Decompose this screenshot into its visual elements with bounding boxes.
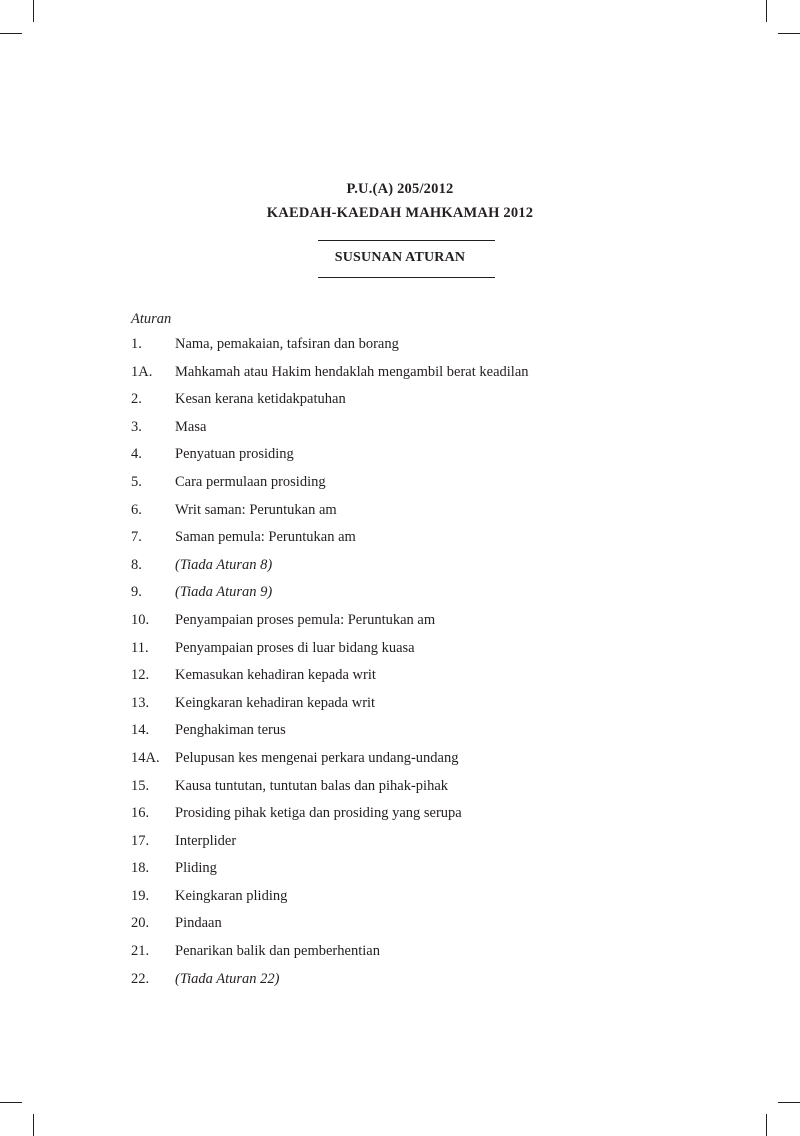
toc-title: Penyatuan prosiding xyxy=(175,446,294,463)
toc-row xyxy=(131,886,691,914)
toc-number: 14. xyxy=(131,722,150,739)
toc-row xyxy=(131,362,691,390)
toc-title: Prosiding pihak ketiga dan prosiding yang serupa xyxy=(175,805,462,822)
toc-row xyxy=(131,638,691,666)
toc-number: 10. xyxy=(131,611,150,628)
toc-title: Penyampaian proses di luar bidang kuasa xyxy=(175,639,415,656)
table-of-contents xyxy=(131,334,691,996)
toc-row xyxy=(131,582,691,610)
toc-row xyxy=(131,693,691,721)
crop-mark-bottom-right-horizontal xyxy=(778,1102,800,1103)
toc-row xyxy=(131,941,691,969)
toc-title: Writ saman: Peruntukan am xyxy=(175,501,337,518)
toc-row xyxy=(131,665,691,693)
toc-number: 1. xyxy=(131,336,142,352)
toc-title: Kesan kerana ketidakpatuhan xyxy=(175,391,346,408)
toc-number: 8. xyxy=(131,556,142,573)
toc-number: 22. xyxy=(131,970,150,987)
toc-number: 20. xyxy=(131,915,150,932)
toc-number: 14A. xyxy=(131,749,160,766)
toc-number: 18. xyxy=(131,860,150,877)
toc-title: Masa xyxy=(175,418,207,435)
toc-number: 21. xyxy=(131,943,150,960)
toc-title: Keingkaran kehadiran kepada writ xyxy=(175,694,376,711)
toc-number: 13. xyxy=(131,694,150,711)
toc-title: Penarikan balik dan pemberhentian xyxy=(175,943,380,960)
toc-row xyxy=(131,803,691,831)
toc-row xyxy=(131,720,691,748)
toc-number: 5. xyxy=(131,473,142,490)
toc-title: (Tiada Aturan 22) xyxy=(175,970,280,987)
toc-title: Pelupusan kes mengenai perkara undang-undang xyxy=(175,749,459,766)
toc-title: Kemasukan kehadiran kepada writ xyxy=(175,667,376,684)
toc-row xyxy=(131,858,691,886)
toc-number: 1A. xyxy=(131,363,153,380)
document-code: P.U.(A) 205/2012 xyxy=(346,181,454,197)
toc-row xyxy=(131,555,691,583)
toc-row xyxy=(131,417,691,445)
toc-row xyxy=(131,831,691,859)
crop-mark-top-right-horizontal xyxy=(778,33,800,34)
crop-mark-top-right-vertical xyxy=(766,0,767,22)
toc-number: 9. xyxy=(131,584,142,601)
toc-title: Cara permulaan prosiding xyxy=(175,473,326,490)
toc-row xyxy=(131,748,691,776)
crop-mark-bottom-left-vertical xyxy=(33,1114,34,1136)
crop-mark-bottom-right-vertical xyxy=(766,1114,767,1136)
toc-title: Saman pemula: Peruntukan am xyxy=(175,529,356,546)
toc-number: 7. xyxy=(131,529,142,546)
toc-number: 6. xyxy=(131,501,142,518)
toc-row xyxy=(131,969,691,997)
toc-number: 3. xyxy=(131,418,142,435)
toc-title: (Tiada Aturan 9) xyxy=(175,584,273,601)
toc-title: Pliding xyxy=(175,860,217,877)
section-rule-bottom xyxy=(318,277,495,278)
crop-mark-top-left-horizontal xyxy=(0,33,22,34)
toc-row xyxy=(131,527,691,555)
toc-number: 19. xyxy=(131,887,150,904)
toc-title: Pindaan xyxy=(175,915,222,932)
toc-number: 11. xyxy=(131,639,149,656)
toc-title: Mahkamah atau Hakim hendaklah mengambil berat keadilan xyxy=(175,363,529,380)
section-title: SUSUNAN ATURAN xyxy=(334,250,466,265)
toc-row xyxy=(131,334,691,362)
toc-row xyxy=(131,610,691,638)
toc-title: Penyampaian proses pemula: Peruntukan am xyxy=(175,611,436,628)
toc-column-label: Aturan xyxy=(131,311,172,327)
toc-row xyxy=(131,500,691,528)
section-rule-top xyxy=(318,240,495,241)
toc-row xyxy=(131,472,691,500)
toc-title: (Tiada Aturan 8) xyxy=(175,556,273,573)
toc-number: 17. xyxy=(131,832,150,849)
toc-row xyxy=(131,776,691,804)
toc-row xyxy=(131,913,691,941)
crop-mark-top-left-vertical xyxy=(33,0,34,22)
toc-number: 2. xyxy=(131,391,142,408)
toc-number: 4. xyxy=(131,446,142,463)
toc-number: 12. xyxy=(131,667,150,684)
toc-title: Nama, pemakaian, tafsiran dan borang xyxy=(175,336,399,352)
crop-mark-bottom-left-horizontal xyxy=(0,1102,22,1103)
toc-title: Interplider xyxy=(175,832,237,849)
toc-number: 15. xyxy=(131,777,150,794)
toc-title: Kausa tuntutan, tuntutan balas dan pihak-pihak xyxy=(175,777,449,794)
document-title: KAEDAH-KAEDAH MAHKAMAH 2012 xyxy=(266,205,534,221)
toc-number: 16. xyxy=(131,805,150,822)
toc-title: Keingkaran pliding xyxy=(175,887,288,904)
toc-row xyxy=(131,389,691,417)
toc-row xyxy=(131,444,691,472)
toc-title: Penghakiman terus xyxy=(175,722,286,739)
